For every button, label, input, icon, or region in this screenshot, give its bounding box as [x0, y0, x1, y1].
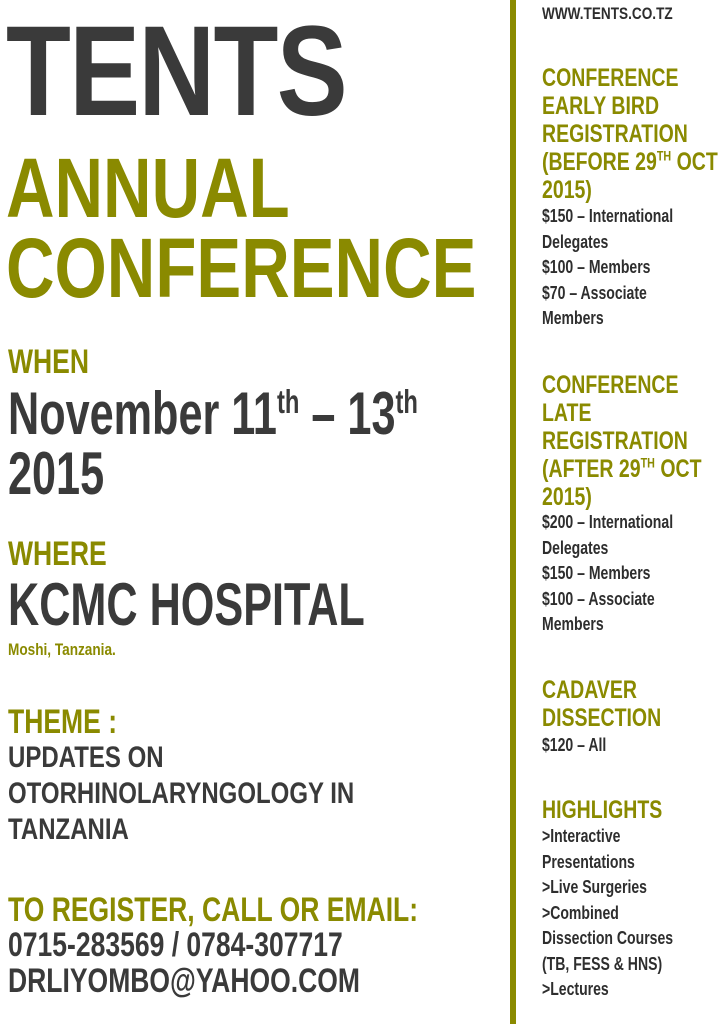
register-label: TO REGISTER, CALL OR EMAIL: — [8, 891, 419, 929]
early-price-line: $150 – International — [542, 206, 674, 226]
late-heading-4: (AFTER 29TH OCT — [542, 455, 702, 483]
highlight-item: Dissection Courses — [542, 928, 674, 948]
late-heading-1: CONFERENCE — [542, 371, 679, 399]
subtitle-conference: CONFERENCE — [6, 221, 477, 315]
website-url: WWW.TENTS.CO.TZ — [542, 4, 673, 23]
cadaver-heading-2: DISSECTION — [542, 704, 662, 732]
late-heading-2: LATE — [542, 399, 592, 427]
early-heading-3: REGISTRATION — [542, 120, 688, 148]
register-email: DRLIYOMBO@YAHOO.COM — [8, 962, 360, 1000]
early-price-line: $100 – Members — [542, 257, 651, 277]
when-label: WHEN — [8, 343, 90, 381]
late-price-line: $100 – Associate — [542, 588, 655, 609]
highlights-heading: HIGHLIGHTS — [542, 796, 663, 824]
register-phones: 0715-283569 / 0784-307717 — [8, 926, 343, 964]
cadaver-heading-1: CADAVER — [542, 676, 637, 704]
highlight-item: >Interactive — [542, 826, 621, 846]
early-price-line: $70 – Associate — [542, 282, 647, 303]
where-label: WHERE — [8, 535, 107, 573]
late-heading-3: REGISTRATION — [542, 427, 688, 455]
theme-line-3: TANZANIA — [8, 813, 129, 846]
highlight-item: >Lectures — [542, 979, 609, 999]
early-price-line: Members — [542, 308, 604, 328]
event-dates: November 11th – 13th — [8, 380, 418, 447]
early-heading-1: CONFERENCE — [542, 64, 679, 92]
venue-city: Moshi, Tanzania. — [8, 640, 116, 659]
highlight-item: (TB, FESS & HNS) — [542, 953, 663, 974]
late-price-line: $200 – International — [542, 512, 674, 532]
theme-line-2: OTORHINOLARYNGOLOGY IN — [8, 777, 355, 810]
late-heading-5: 2015) — [542, 483, 592, 511]
early-price-line: Delegates — [542, 231, 609, 252]
early-heading-4: (BEFORE 29TH OCT — [542, 148, 718, 176]
event-title: TENTS — [6, 0, 346, 143]
subtitle-annual: ANNUAL — [6, 141, 290, 235]
column-divider — [510, 0, 516, 1024]
early-heading-5: 2015) — [542, 176, 592, 204]
highlight-item: >Combined — [542, 902, 619, 923]
theme-label: THEME : — [8, 703, 118, 741]
late-price-line: Delegates — [542, 537, 609, 558]
early-heading-2: EARLY BIRD — [542, 92, 660, 120]
late-price-line: $150 – Members — [542, 563, 651, 583]
late-price-line: Members — [542, 614, 604, 634]
theme-line-1: UPDATES ON — [8, 741, 164, 774]
venue-name: KCMC HOSPITAL — [8, 571, 365, 638]
highlight-item: >Live Surgeries — [542, 877, 647, 897]
highlight-item: Presentations — [542, 851, 635, 872]
cadaver-price: $120 – All — [542, 735, 607, 755]
event-year: 2015 — [8, 440, 105, 507]
